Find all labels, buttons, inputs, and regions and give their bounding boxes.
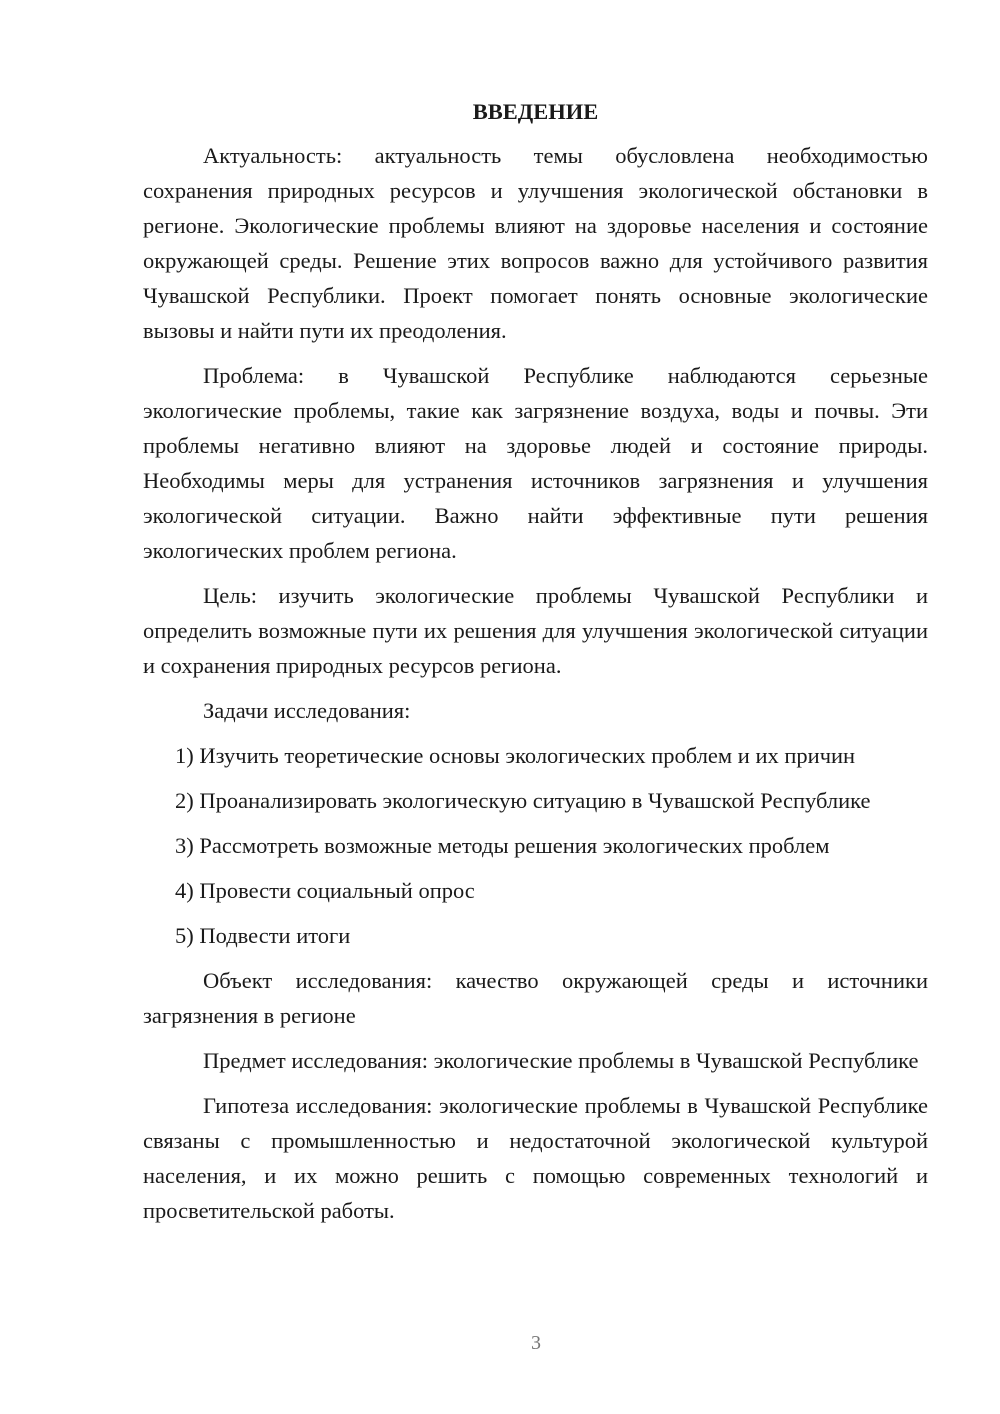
- page-title: ВВЕДЕНИЕ: [472, 99, 599, 124]
- paragraph-subject: Предмет исследования: экологические проблемы в Чувашской Республике: [203, 1048, 919, 1073]
- task-item-5: 5) Подвести итоги: [175, 923, 351, 948]
- task-item-1: 1) Изучить теоретические основы экологических проблем и их причин: [175, 743, 856, 768]
- paragraph-problem: Проблема: в Чувашской Республике наблюдаются серьезные экологические проблемы, такие как загрязнение воздуха, воды и почвы. Эти проблемы негативно влияют на здоровье людей и состояние природы. Необходимы меры для устранения источников загрязнения и улучшения экологической ситуации. Важно найти эффективные пути решения экологических проблем региона.: [143, 363, 928, 563]
- paragraph-tasks-heading: Задачи исследования:: [203, 698, 411, 723]
- task-item-3: 3) Рассмотреть возможные методы решения экологических проблем: [175, 833, 830, 858]
- page-content: [143, 96, 928, 1228]
- paragraph-goal: Цель: изучить экологические проблемы Чувашской Республики и определить возможные пути их решения для улучшения экологической ситуации и сохранения природных ресурсов региона.: [143, 583, 928, 678]
- page-number: 3: [531, 1332, 541, 1354]
- task-item-2: 2) Проанализировать экологическую ситуацию в Чувашской Республике: [175, 788, 871, 813]
- task-item-4: 4) Провести социальный опрос: [175, 878, 475, 903]
- paragraph-object: Объект исследования: качество окружающей среды и источники загрязнения в регионе: [143, 968, 928, 1028]
- paragraph-hypothesis: Гипотеза исследования: экологические проблемы в Чувашской Республике связаны с промышленностью и недостаточной экологической культурой населения, и их можно решить с помощью современных технологий и просветительской работы.: [143, 1093, 928, 1223]
- paragraph-relevance: Актуальность: актуальность темы обусловлена необходимостью сохранения природных ресурсов и улучшения экологической обстановки в регионе. Экологические проблемы влияют на здоровье населения и состояние окружающей среды. Решение этих вопросов важно для устойчивого развития Чувашской Республики. Проект помогает понять основные экологические вызовы и найти пути их преодоления.: [143, 143, 928, 343]
